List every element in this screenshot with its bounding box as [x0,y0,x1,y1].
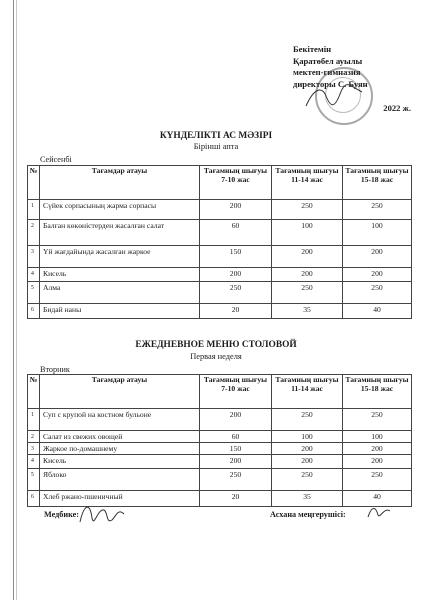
table-row [28,282,412,304]
nurse-label: Медбике: [44,510,79,519]
nurse-signature [76,500,128,530]
menu-table-ru [27,374,412,507]
header-age-7-10: Тағамның шығуы 7-10 жас [200,375,272,409]
portion-11-14: 250 [272,282,343,304]
portion-7-10: 200 [200,455,272,469]
chef-label: Асхана меңгерушісі: [270,510,346,519]
header-name: Тағамдар атауы [40,166,200,200]
table-row [28,469,412,491]
table-row [28,304,412,319]
portion-7-10: 20 [200,491,272,507]
portion-11-14: 200 [272,268,343,282]
header-age-7-10: Тағамның шығуы 7-10 жас [200,166,272,200]
table-row [28,443,412,455]
row-number: 6 [28,491,40,507]
portion-7-10: 20 [200,304,272,319]
row-number: 2 [28,220,40,246]
dish-name: Кисель [40,268,200,282]
portion-15-18: 250 [343,200,412,220]
portion-7-10: 250 [200,282,272,304]
row-number: 5 [28,469,40,491]
portion-15-18: 250 [343,409,412,431]
portion-15-18: 250 [343,282,412,304]
portion-11-14: 250 [272,409,343,431]
header-age-15-18: Тағамның шығуы 15-18 жас [343,166,412,200]
menu-day-ru: Вторник [40,365,70,374]
portion-15-18: 200 [343,443,412,455]
row-number: 3 [28,443,40,455]
table-row [28,220,412,246]
portion-11-14: 250 [272,469,343,491]
row-number: 1 [28,409,40,431]
portion-11-14: 250 [272,200,343,220]
dish-name: Сүйек сорпасының жарма сорпасы [40,200,200,220]
dish-name: Жаркое по-домашнему [40,443,200,455]
dish-name: Салат из свежих овощей [40,431,200,443]
header-num: № [28,166,40,200]
menu-title-ru: ЕЖЕДНЕВНОЕ МЕНЮ СТОЛОВОЙ [135,340,297,350]
row-number: 5 [28,282,40,304]
director-signature [304,82,364,112]
portion-11-14: 200 [272,455,343,469]
portion-11-14: 100 [272,220,343,246]
menu-table-kz [27,165,412,319]
dish-name: Хлеб ржано-пшеничный [40,491,200,507]
scan-edge-line-faint [16,0,17,600]
table-row [28,268,412,282]
portion-15-18: 100 [343,220,412,246]
dish-name: Алма [40,282,200,304]
header-name: Тағамдар атауы [40,375,200,409]
menu-title-kz: КҮНДЕЛІКТІ АС МӘЗІРІ [159,131,273,141]
row-number: 3 [28,246,40,268]
approval-line-4: директоры С. Буян [293,78,368,89]
table-row [28,200,412,220]
portion-15-18: 100 [343,431,412,443]
row-number: 6 [28,304,40,319]
dish-name: Яблоко [40,469,200,491]
portion-7-10: 250 [200,469,272,491]
portion-11-14: 35 [272,304,343,319]
portion-7-10: 60 [200,220,272,246]
approval-date: 2022 ж. [383,103,411,113]
portion-11-14: 200 [272,443,343,455]
row-number: 1 [28,200,40,220]
portion-7-10: 200 [200,268,272,282]
dish-name: Балған көкөністерден жасалған салат [40,220,200,246]
portion-7-10: 60 [200,431,272,443]
scan-edge-line [13,0,14,600]
portion-7-10: 150 [200,246,272,268]
table-row [28,431,412,443]
table-row [28,409,412,431]
portion-7-10: 200 [200,409,272,431]
portion-7-10: 200 [200,200,272,220]
chef-signature [366,503,392,521]
portion-7-10: 150 [200,443,272,455]
approval-line-3: мектеп-гимназия [293,67,361,77]
dish-name: Суп с крупой на костном бульоне [40,409,200,431]
header-age-15-18: Тағамның шығуы 15-18 жас [343,375,412,409]
menu-week-kz: Бірінші апта [193,142,239,151]
row-number: 4 [28,268,40,282]
menu-week-ru: Первая неделя [190,352,242,361]
table-row [28,246,412,268]
portion-11-14: 100 [272,431,343,443]
portion-15-18: 40 [343,304,412,319]
approval-line-2: Қаратөбел ауылы [293,55,363,66]
header-age-11-14: Тағамның шығуы 11-14 жас [272,166,343,200]
portion-15-18: 200 [343,455,412,469]
portion-15-18: 250 [343,469,412,491]
header-age-11-14: Тағамның шығуы 11-14 жас [272,375,343,409]
approval-line-1: Бекітемін [293,44,332,54]
portion-15-18: 200 [343,268,412,282]
table-row [28,455,412,469]
dish-name: Кисель [40,455,200,469]
header-num: № [28,375,40,409]
row-number: 4 [28,455,40,469]
dish-name: Үй жағдайында жасалған жаркое [40,246,200,268]
portion-11-14: 35 [272,491,343,507]
menu-day-kz: Сейсенбі [40,155,72,164]
portion-11-14: 200 [272,246,343,268]
dish-name: Бидай наны [40,304,200,319]
portion-15-18: 200 [343,246,412,268]
portion-15-18: 40 [343,491,412,507]
row-number: 2 [28,431,40,443]
